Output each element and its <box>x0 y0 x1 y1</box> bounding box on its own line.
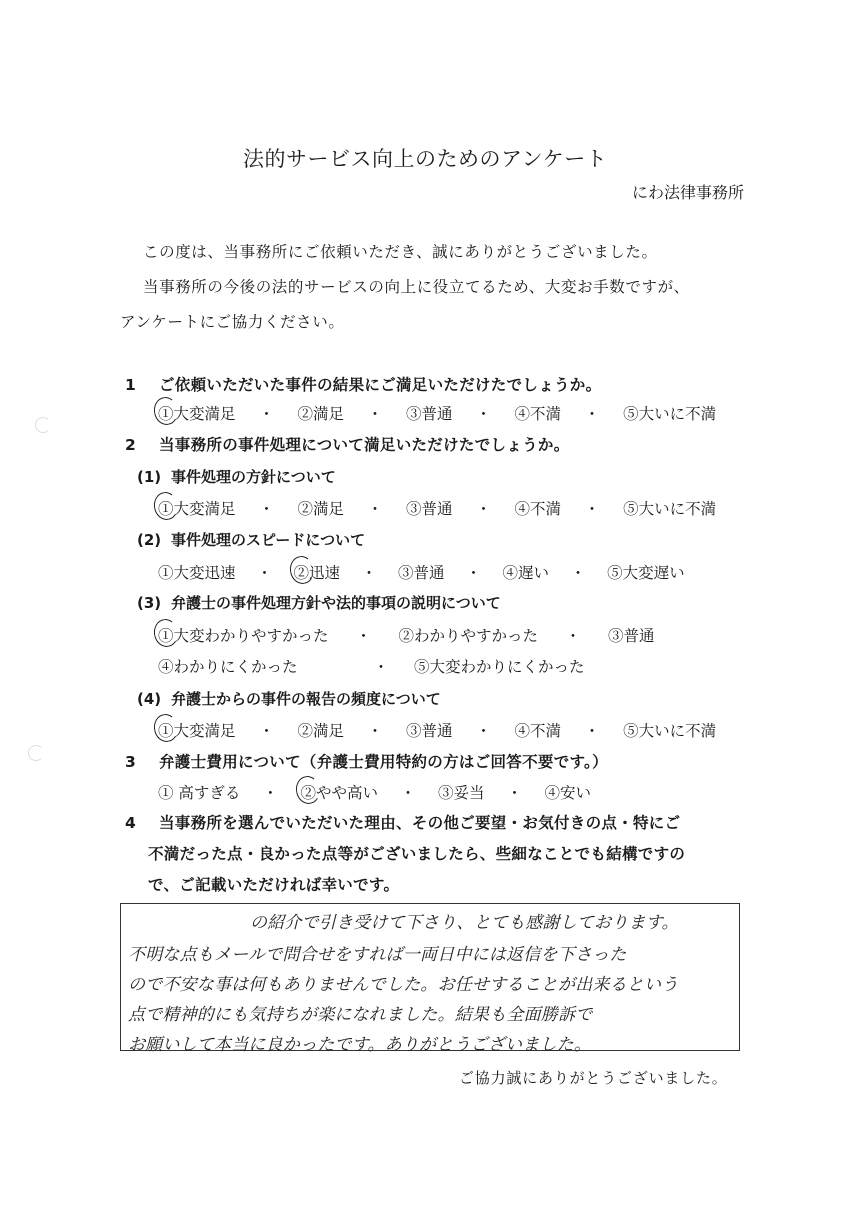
subquestion-number: (3) <box>137 594 162 612</box>
separator: ・ <box>258 500 275 518</box>
punch-hole-mark <box>35 417 51 433</box>
q1-options <box>158 402 716 424</box>
question-number: 4 <box>125 814 137 832</box>
option[interactable]: ⑤大いに不満 <box>623 722 717 740</box>
subquestion-2-1 <box>137 466 336 487</box>
intro-line-2: 当事務所の今後の法的サービスの向上に役立てるため、大変お手数ですが、 <box>143 278 690 296</box>
separator: ・ <box>465 564 482 582</box>
option[interactable]: ②満足 <box>297 405 345 423</box>
option[interactable]: ④安い <box>544 784 591 802</box>
question-1 <box>125 373 601 395</box>
question-4 <box>125 808 685 901</box>
punch-hole-mark <box>28 745 44 761</box>
separator: ・ <box>475 722 492 740</box>
handwritten-line-3: ので不安な事は何もありませんでした。お任せすることが出来るという <box>128 975 679 995</box>
question-text: ご依頼いただいた事件の結果にご満足いただけたでしょうか。 <box>159 376 602 394</box>
subquestion-text: 事件処理の方針について <box>171 468 336 486</box>
subquestion-2-3 <box>137 592 501 613</box>
separator: ・ <box>475 500 492 518</box>
q2-3-options-row-2 <box>158 655 585 677</box>
option[interactable]: ③普通 <box>406 500 453 518</box>
intro-line-1: この度は、当事務所にご依頼いただき、誠にありがとうございました。 <box>143 243 658 261</box>
option-selected[interactable]: ②やや高い <box>300 781 378 803</box>
option[interactable]: ④不満 <box>514 405 562 423</box>
option[interactable]: ③妥当 <box>437 784 485 802</box>
option[interactable]: ⑤大変遅い <box>607 564 685 582</box>
handwritten-line-2: 不明な点もメールで問合せをすれば一両日中には返信を下さった <box>128 945 627 965</box>
q2-3-options-row-1 <box>158 624 655 646</box>
option[interactable]: ③普通 <box>398 564 445 582</box>
option[interactable]: ④わかりにくかった <box>158 658 298 676</box>
question-text-line-3: で、ご記載いただければ幸いです。 <box>148 876 400 894</box>
subquestion-text: 弁護士からの事件の報告の頻度について <box>171 690 441 708</box>
option[interactable]: ④不満 <box>514 722 562 740</box>
question-2 <box>125 433 570 455</box>
q2-1-options <box>158 497 716 519</box>
option[interactable]: ③普通 <box>608 627 655 645</box>
question-text: 当事務所の事件処理について満足いただけたでしょうか。 <box>159 436 570 454</box>
option-selected[interactable]: ①大変わかりやすかった <box>158 624 329 646</box>
option[interactable]: ① 高すぎる <box>158 784 241 802</box>
subquestion-number: (4) <box>137 690 162 708</box>
option-selected[interactable]: ①大変満足 <box>158 402 236 424</box>
subquestion-2-2 <box>137 529 365 550</box>
subquestion-number: (1) <box>137 468 162 486</box>
separator: ・ <box>367 722 383 740</box>
subquestion-2-4 <box>137 688 441 709</box>
separator: ・ <box>355 627 372 645</box>
separator: ・ <box>367 500 383 518</box>
option[interactable]: ③普通 <box>406 722 453 740</box>
handwritten-line-1: の紹介で引き受けて下さり、とても感謝しております。 <box>250 913 679 933</box>
separator: ・ <box>373 658 389 676</box>
handwritten-line-4: 点で精神的にも気持ちが楽になれました。結果も全面勝訴で <box>128 1005 593 1025</box>
separator: ・ <box>258 722 275 740</box>
question-number: 3 <box>125 753 137 771</box>
subquestion-text: 事件処理のスピードについて <box>171 531 366 549</box>
organization-name: にわ法律事務所 <box>632 183 745 202</box>
question-3 <box>125 750 608 772</box>
option[interactable]: ②満足 <box>297 500 345 518</box>
option[interactable]: ⑤大いに不満 <box>623 405 717 423</box>
question-number: 2 <box>125 436 137 454</box>
option[interactable]: ⑤大変わかりにくかった <box>414 658 585 676</box>
question-text: 弁護士費用について（弁護士費用特約の方はご回答不要です。） <box>159 753 608 771</box>
question-text-line-1: 当事務所を選んでいただいた理由、その他ご要望・お気付きの点・特にご <box>159 814 681 832</box>
separator: ・ <box>570 564 586 582</box>
q2-4-options <box>158 719 716 741</box>
subquestion-text: 弁護士の事件処理方針や法的事項の説明について <box>171 594 501 612</box>
subquestion-number: (2) <box>137 531 162 549</box>
option[interactable]: ③普通 <box>406 405 453 423</box>
intro-line-3: アンケートにご協力ください。 <box>120 313 345 331</box>
question-text-line-2: 不満だった点・良かった点等がございましたら、些細なことでも結構ですの <box>148 845 686 863</box>
separator: ・ <box>584 405 600 423</box>
separator: ・ <box>361 564 377 582</box>
q3-options <box>158 781 591 803</box>
separator: ・ <box>258 405 275 423</box>
page-title: 法的サービス向上のためのアンケート <box>243 147 608 171</box>
separator: ・ <box>256 564 273 582</box>
question-number: 1 <box>125 376 137 394</box>
separator: ・ <box>475 405 492 423</box>
separator: ・ <box>584 500 600 518</box>
separator: ・ <box>584 722 600 740</box>
separator: ・ <box>262 784 279 802</box>
option[interactable]: ②満足 <box>297 722 345 740</box>
separator: ・ <box>506 784 523 802</box>
separator: ・ <box>565 627 581 645</box>
option-selected[interactable]: ①大変満足 <box>158 497 236 519</box>
separator: ・ <box>400 784 416 802</box>
option[interactable]: ①大変迅速 <box>158 564 236 582</box>
option[interactable]: ⑤大いに不満 <box>623 500 717 518</box>
option-selected[interactable]: ②迅速 <box>294 561 341 583</box>
option[interactable]: ④遅い <box>502 564 550 582</box>
closing-thanks: ご協力誠にありがとうございました。 <box>459 1069 728 1087</box>
option[interactable]: ④不満 <box>514 500 562 518</box>
handwritten-line-5: お願いして本当に良かったです。ありがとうございました。 <box>128 1035 592 1055</box>
q2-2-options <box>158 561 685 583</box>
separator: ・ <box>367 405 383 423</box>
option-selected[interactable]: ①大変満足 <box>158 719 236 741</box>
option[interactable]: ②わかりやすかった <box>398 627 539 645</box>
